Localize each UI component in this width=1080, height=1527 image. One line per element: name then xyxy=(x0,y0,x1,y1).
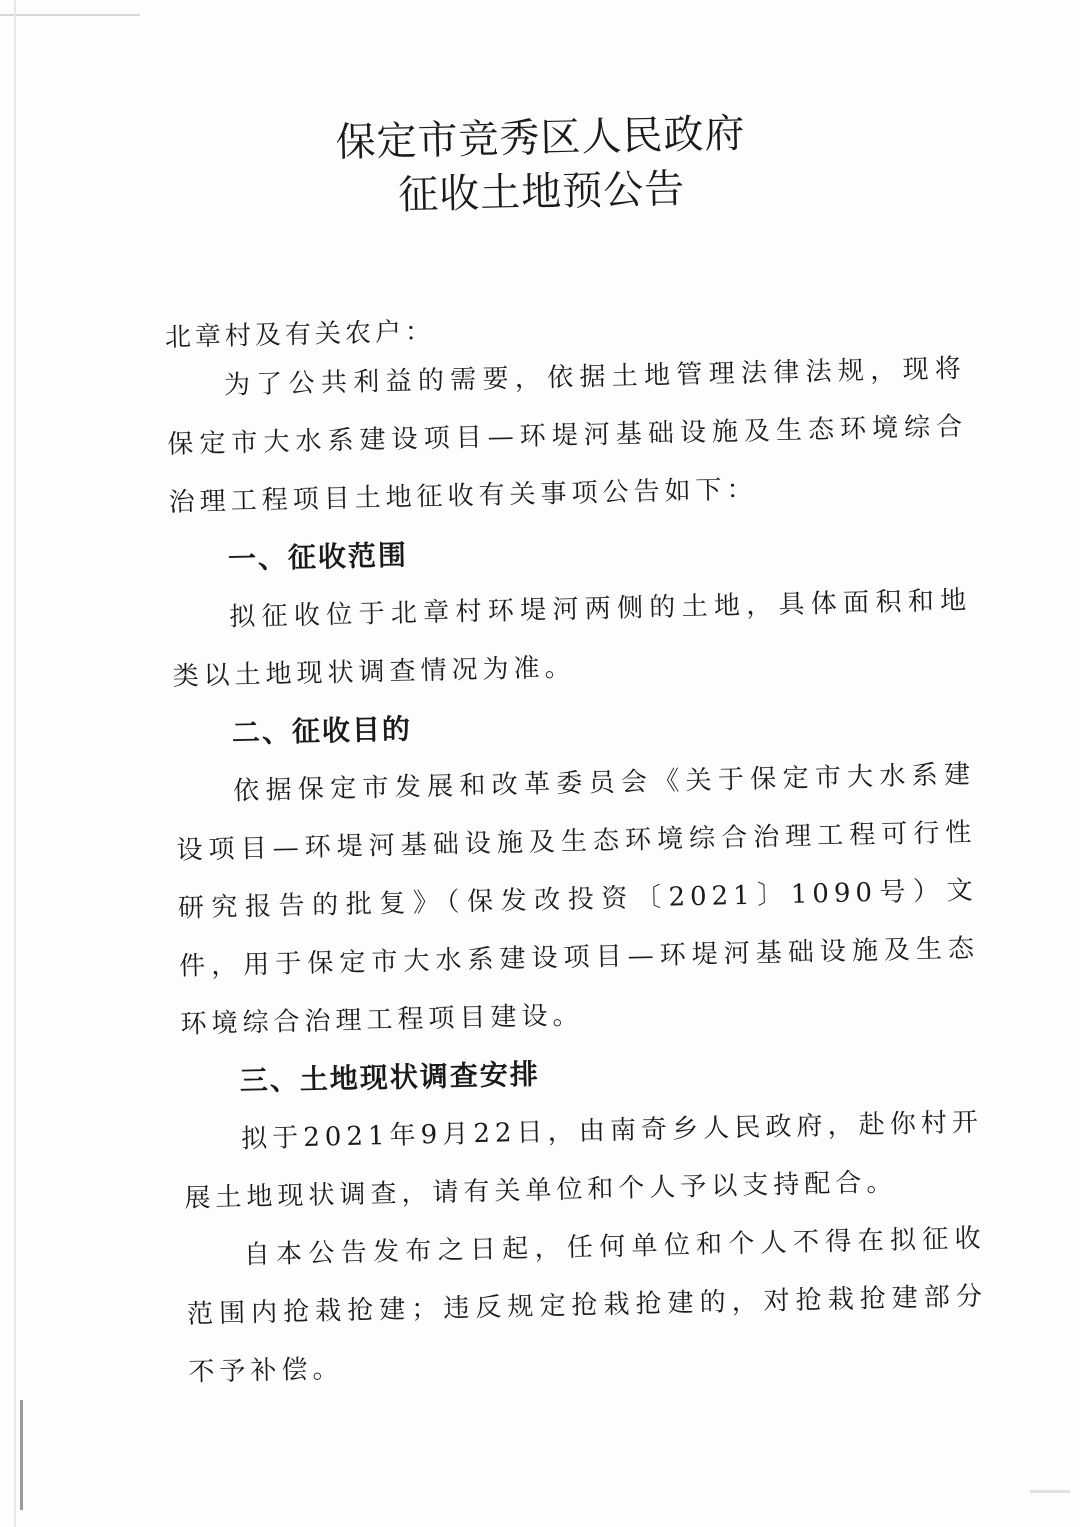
section-paragraph: 拟于2021年9月22日，由南奇乡人民政府，赴你村开展土地现状调查，请有关单位和个人予以支持配合。 xyxy=(184,1107,984,1214)
scan-edge-mark xyxy=(14,0,16,1527)
scan-edge-mark xyxy=(0,14,140,16)
salutation: 北章村及有关农户： xyxy=(164,316,436,353)
title-line-1: 保定市竞秀区人民政府 xyxy=(335,110,746,167)
section-heading: 一、征收范围 xyxy=(227,538,409,576)
title-line-2: 征收土地预公告 xyxy=(397,166,686,219)
section-paragraph: 依据保定市发展和改革委员会《关于保定市大水系建设项目—环堤河基础设施及生态环境综合治理工程可行性研究报告的批复》（保发改投资〔2021〕1090号）文件，用于保定市大水系建设项目—环堤河基础设施及生态环境综合治理工程项目建设。 xyxy=(176,759,980,1040)
section-paragraph: 拟征收位于北章村环堤河两侧的土地，具体面积和地类以土地现状调查情况为准。 xyxy=(172,585,972,692)
section-1 xyxy=(169,514,973,706)
document-title xyxy=(160,103,922,228)
section-heading: 三、土地现状调查安排 xyxy=(239,1057,541,1098)
section-heading: 二、征收目的 xyxy=(231,712,413,750)
document-content xyxy=(160,102,989,1402)
section-2 xyxy=(173,688,981,1054)
section-3 xyxy=(181,1036,989,1402)
intro-paragraph: 为了公共利益的需要，依据土地管理法律法规，现将保定市大水系建设项目—环堤河基础设施及生态环境综合治理工程项目土地征收有关事项公告如下： xyxy=(167,353,968,518)
scan-edge-mark xyxy=(20,1400,23,1510)
scan-edge-mark xyxy=(1030,1490,1070,1493)
section-paragraph: 自本公告发布之日起，任何单位和个人不得在拟征收范围内抢栽抢建；违反规定抢栽抢建的，对抢栽抢建部分不予补偿。 xyxy=(186,1223,988,1388)
